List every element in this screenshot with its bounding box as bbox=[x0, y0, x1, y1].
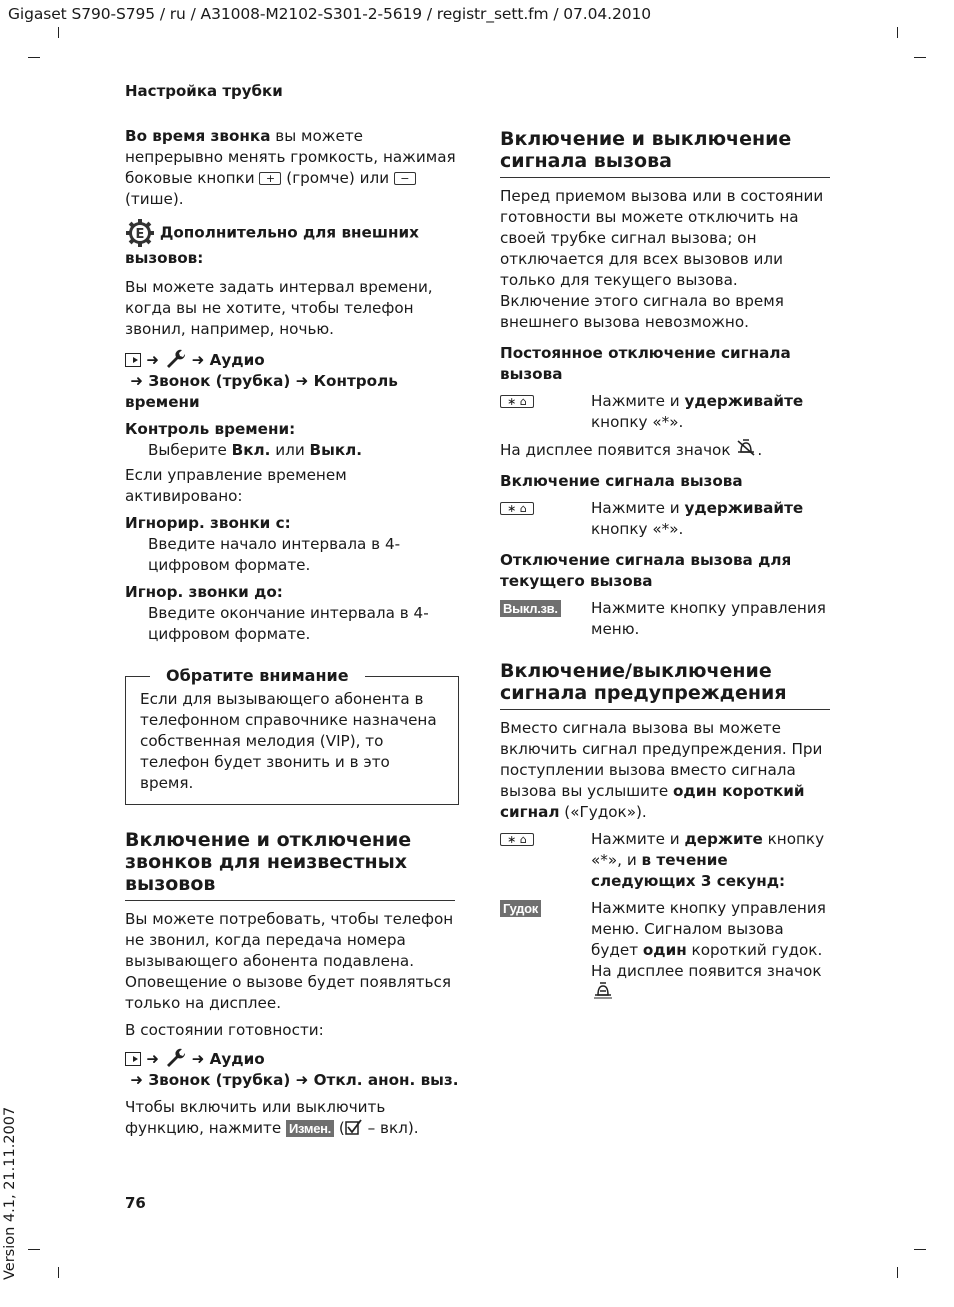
menu-path-2: ➜ ➜ Аудио ➜ Звонок (трубка) ➜ Откл. анон. выз. bbox=[125, 1047, 460, 1091]
left-column bbox=[125, 126, 460, 1139]
toggle-paragraph: Чтобы включить или выключить функцию, нажмите Измен. ( – вкл). bbox=[125, 1098, 419, 1137]
menu-path-1: ➜ ➜ Аудио ➜ Звонок (трубка) ➜ Контроль времени bbox=[125, 348, 460, 413]
menu-icon bbox=[125, 353, 141, 367]
beep-bell-icon bbox=[591, 982, 615, 1000]
page-number: 76 bbox=[125, 1194, 146, 1212]
wrench-icon bbox=[164, 348, 186, 368]
display-icon-paragraph: На дисплее появится значок . bbox=[500, 441, 763, 459]
ctrl-text: Выберите Вкл. или Выкл. bbox=[148, 441, 363, 459]
time-control-paragraph: Если управление временем активировано: bbox=[125, 466, 347, 505]
beep-softkey[interactable]: Гудок bbox=[500, 900, 541, 917]
heading-ring-on: Включение сигнала вызова bbox=[500, 472, 743, 490]
note-title: Обратите внимание bbox=[150, 665, 365, 686]
unknown-paragraph: Вы можете потребовать, чтобы телефон не звонил, когда передача номера вызывающего абонента подавлена. Оповещение о вызове будет появляться только на дисплее. bbox=[125, 910, 454, 1012]
ignore-from-label: Игнорир. звонки с: bbox=[125, 514, 291, 532]
checkbox-checked-icon bbox=[345, 1119, 363, 1135]
note-text: Если для вызывающего абонента в телефонном справочнике назначена собственная мелодия (VIP), то телефон будет звонить и в это время. bbox=[140, 690, 437, 792]
volume-paragraph: Во время звонка вы можете непрерывно менять громкость, нажимая боковые кнопки + (громче) или − (тише). bbox=[125, 127, 456, 208]
menu-icon bbox=[125, 1052, 141, 1066]
interval-paragraph: Вы можете задать интервал времени, когда вы не хотите, чтобы телефон звонил, например, ночью. bbox=[125, 278, 433, 338]
wrench-icon bbox=[164, 1047, 186, 1067]
step-off-current: Выкл.зв. Нажмите кнопку управления меню. bbox=[500, 598, 830, 640]
extra-heading: E Дополнительно для внешних вызовов: bbox=[125, 218, 460, 269]
step-permanent-off: ∗ ⌂ Нажмите и удерживайте кнопку «*». bbox=[500, 391, 830, 433]
star-key-icon: ∗ ⌂ bbox=[500, 502, 534, 515]
right-column bbox=[500, 128, 830, 1006]
heading-permanent-off: Постоянное отключение сигнала вызова bbox=[500, 344, 791, 383]
version-label: Version 4.1, 21.11.2007 bbox=[2, 1106, 18, 1280]
document-header: Gigaset S790-S795 / ru / A31008-M2102-S301-2-5619 / registr_sett.fm / 07.04.2010 bbox=[8, 5, 652, 23]
ringer-off-icon bbox=[735, 439, 757, 457]
step-ring-on: ∗ ⌂ Нажмите и удерживайте кнопку «*». bbox=[500, 498, 830, 540]
heading-beep: Включение/выключение сигнала предупреждения bbox=[500, 660, 830, 710]
ring-paragraph: Перед приемом вызова или в состоянии готовности вы можете отключить на своей трубке сигнал вызова; он отключается для всех вызовов или только для текущего вызова. Включение этого сигнала во время внешнего вызова невозможно. bbox=[500, 187, 824, 331]
star-key-icon: ∗ ⌂ bbox=[500, 833, 534, 846]
change-softkey[interactable]: Измен. bbox=[286, 1120, 334, 1137]
minus-key-icon: − bbox=[394, 172, 416, 185]
heading-off-current: Отключение сигнала вызова для текущего вызова bbox=[500, 551, 792, 590]
section-title: Настройка трубки bbox=[125, 82, 283, 100]
ctrl-label: Контроль времени: bbox=[125, 420, 296, 438]
standby-paragraph: В состоянии готовности: bbox=[125, 1021, 324, 1039]
mute-softkey[interactable]: Выкл.зв. bbox=[500, 600, 561, 617]
step-beep-hold: ∗ ⌂ Нажмите и держите кнопку «*», и в течение следующих 3 секунд: bbox=[500, 829, 830, 892]
ignore-from-text: Введите начало интервала в 4-цифровом формате. bbox=[148, 535, 401, 574]
svg-text:E: E bbox=[135, 227, 145, 242]
plus-key-icon: + bbox=[259, 172, 281, 185]
star-key-icon: ∗ ⌂ bbox=[500, 395, 534, 408]
heading-ring-signal: Включение и выключение сигнала вызова bbox=[500, 128, 830, 178]
ignore-to-text: Введите окончание интервала в 4-цифровом формате. bbox=[148, 604, 429, 643]
external-calls-gear-icon bbox=[125, 218, 155, 248]
step-beep-softkey: Гудок Нажмите кнопку управления меню. Сигналом вызова будет один короткий гудок. На дисплее появится значок bbox=[500, 898, 830, 1006]
ignore-to-label: Игнор. звонки до: bbox=[125, 583, 283, 601]
heading-unknown-calls: Включение и отключение звонков для неизвестных вызовов bbox=[125, 829, 455, 901]
note-box bbox=[125, 666, 459, 805]
beep-paragraph: Вместо сигнала вызова вы можете включить сигнал предупреждения. При поступлении вызова вместо сигнала вызова вы услышите один короткий сигнал («Гудок»). bbox=[500, 719, 823, 821]
